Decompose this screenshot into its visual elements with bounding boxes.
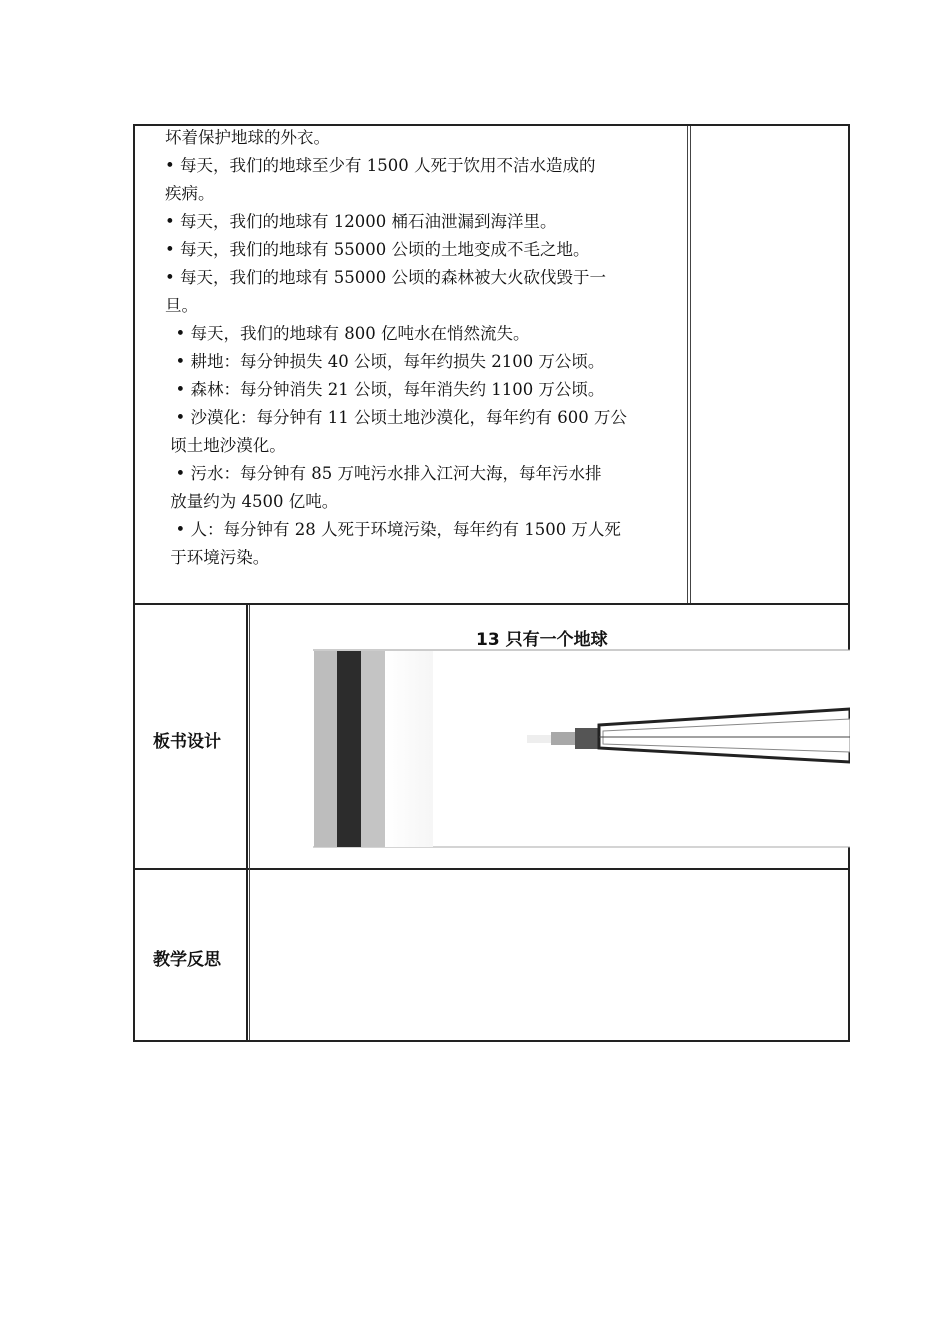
label-column-divider <box>249 605 250 1040</box>
text-line: 坏着保护地球的外衣。 <box>165 128 330 147</box>
reflection-label: 教学反思 <box>153 950 221 970</box>
row-divider <box>135 868 848 870</box>
text-line: 疾病。 <box>165 184 215 203</box>
text-line: 放量约为 4500 亿吨。 <box>165 492 339 511</box>
text-line: • 沙漠化：每分钟有 11 公顷土地沙漠化，每年约有 600 万公 <box>165 408 627 427</box>
stripe-light-left <box>314 651 337 847</box>
board-diagram <box>313 649 850 849</box>
text-line: • 耕地：每分钟损失 40 公顷，每年约损失 2100 万公顷。 <box>165 352 605 371</box>
taper-blur <box>527 735 551 743</box>
content-text <box>165 124 685 572</box>
stripe-light-right <box>361 651 385 847</box>
row-divider <box>135 603 848 605</box>
text-line: • 每天，我们的地球有 55000 公顷的土地变成不毛之地。 <box>165 240 590 259</box>
text-line: 旦。 <box>165 296 198 315</box>
column-divider <box>687 126 688 604</box>
text-line: 顷土地沙漠化。 <box>165 436 286 455</box>
label-column-divider <box>246 605 248 1040</box>
column-divider <box>690 126 691 604</box>
stripe-dark <box>337 651 361 847</box>
text-line: • 每天，我们的地球有 12000 桶石油泄漏到海洋里。 <box>165 212 557 231</box>
text-line: 于环境污染。 <box>165 548 270 567</box>
stripe-fade <box>385 651 433 847</box>
text-line: • 每天，我们的地球有 800 亿吨水在悄然流失。 <box>165 324 530 343</box>
board-design-label: 板书设计 <box>153 732 221 752</box>
text-line: • 每天，我们的地球有 55000 公顷的森林被大火砍伐毁于一 <box>165 268 606 287</box>
board-title: 13 只有一个地球 <box>476 630 608 650</box>
text-line: • 污水：每分钟有 85 万吨污水排入江河大海，每年污水排 <box>165 464 602 483</box>
taper-band <box>575 728 599 749</box>
text-line: • 每天，我们的地球至少有 1500 人死于饮用不洁水造成的 <box>165 156 596 175</box>
taper-tip <box>551 732 575 745</box>
text-line: • 森林：每分钟消失 21 公顷，每年消失约 1100 万公顷。 <box>165 380 605 399</box>
text-line: • 人：每分钟有 28 人死于环境污染，每年约有 1500 万人死 <box>165 520 621 539</box>
